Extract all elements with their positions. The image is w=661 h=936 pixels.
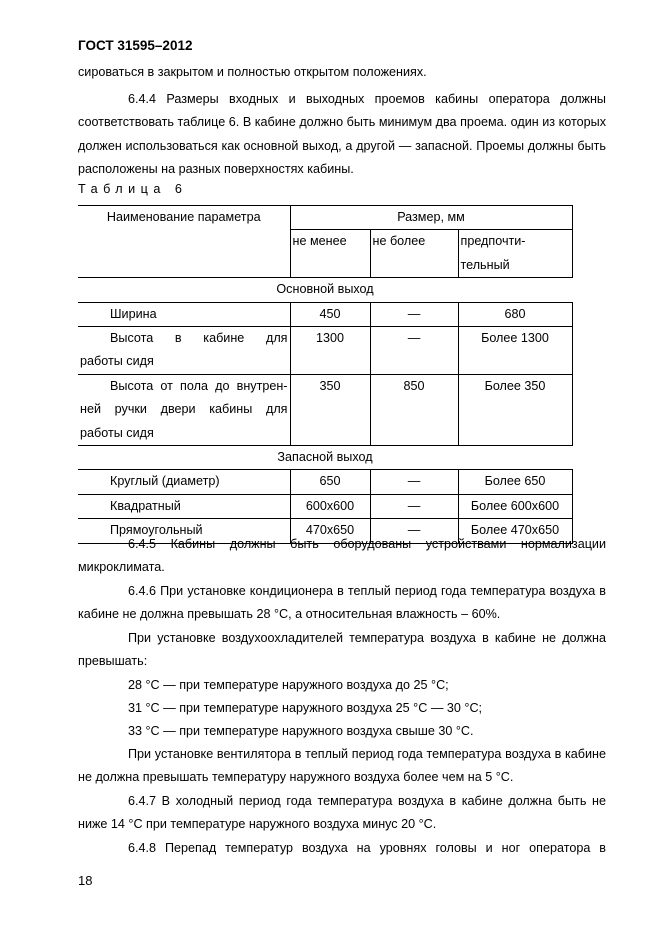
param-text: Ширина: [110, 306, 157, 321]
table-row: [78, 327, 572, 375]
param-cell: [78, 470, 290, 494]
param-cell: [78, 494, 290, 518]
column-header-min: не менее: [290, 230, 370, 278]
min-cell: 350: [290, 374, 370, 445]
max-cell: —: [370, 302, 458, 326]
param-text: Круглый (диаметр): [110, 474, 220, 489]
param-text: Квадратный: [110, 498, 181, 513]
min-cell: 600х600: [290, 494, 370, 518]
paragraph-air-coolers: При установке воздухоохладителей температура воздуха в кабине не должна превышать:: [78, 631, 606, 669]
param-cell: [78, 374, 290, 445]
max-cell: 850: [370, 374, 458, 445]
max-cell: —: [370, 470, 458, 494]
document-header: ГОСТ 31595–2012: [78, 38, 193, 53]
paragraph-6-4-6: 6.4.6 При установке кондиционера в теплый период года температура воздуха в кабине не должна превышать 28 °С, а относительная влажность – 60%.: [78, 584, 606, 622]
table-row: [78, 470, 572, 494]
max-cell: —: [370, 494, 458, 518]
param-cell: [78, 327, 290, 375]
column-header-max: не более: [370, 230, 458, 278]
paragraph-fan: При установке вентилятора в теплый период года температура воздуха в кабине не должна превышать температуру наружного воздуха более чем на 5 °С.: [78, 747, 606, 785]
min-cell: 470х650: [290, 519, 370, 543]
paragraph-6-4-4: 6.4.4 Размеры входных и выходных проемов кабины оператора должны соответствовать таблице 6. В кабине должно быть минимум два проема. один из которых должен использоваться как основной выход, а другой — запасной. Проемы должны быть расположены на разных поверхностях кабины.: [78, 92, 606, 177]
list-item-33: 33 °С — при температуре наружного воздуха свыше 30 °С.: [128, 724, 474, 738]
param-text: работы сидя: [80, 354, 154, 369]
page-number: 18: [78, 873, 93, 888]
pref-cell: Более 600х600: [458, 494, 572, 518]
section-title: Основной выход: [78, 278, 572, 302]
param-text: Высота от пола до внутрен-: [110, 378, 288, 393]
min-cell: 450: [290, 302, 370, 326]
table-header-row: [78, 206, 572, 230]
section-spare-exit: [78, 446, 572, 470]
paragraph-6-4-5: 6.4.5 Кабины должны быть оборудованы устройствами нормализации микроклимата.: [78, 537, 606, 575]
table-6: [78, 205, 573, 544]
pref-cell: Более 470х650: [458, 519, 572, 543]
table-caption: Таблица 6: [78, 182, 188, 196]
param-text: Высота в кабине для: [110, 331, 288, 346]
paragraph-6-4-8: 6.4.8 Перепад температур воздуха на уровнях головы и ног оператора в: [128, 841, 606, 855]
max-cell: —: [370, 519, 458, 543]
pref-cell: Более 1300: [458, 327, 572, 375]
param-text: Прямоугольный: [110, 523, 203, 538]
param-text: работы сидя: [80, 425, 154, 440]
paragraph-6-4-7: 6.4.7 В холодный период года температура воздуха в кабине должна быть не ниже 14 °С при температуре наружного воздуха минус 20 °С.: [78, 794, 606, 832]
column-header-preferred-line1: предпочти-: [460, 234, 526, 249]
table-row: [78, 374, 572, 445]
list-item-31: 31 °С — при температуре наружного воздуха 25 °С — 30 °С;: [128, 701, 483, 715]
max-cell: —: [370, 327, 458, 375]
paragraph-continuation: сироваться в закрытом и полностью открытом положениях.: [78, 65, 427, 79]
column-header-preferred-line2: тельный: [460, 257, 510, 272]
table-row: [78, 302, 572, 326]
pref-cell: 680: [458, 302, 572, 326]
table-row: [78, 494, 572, 518]
column-header-size: Размер, мм: [290, 206, 572, 230]
min-cell: 1300: [290, 327, 370, 375]
pref-cell: Более 650: [458, 470, 572, 494]
section-main-exit: [78, 278, 572, 302]
param-text: ней ручки двери кабины для: [80, 402, 288, 417]
section-title: Запасной выход: [78, 446, 572, 470]
pref-cell: Более 350: [458, 374, 572, 445]
list-item-28: 28 °С — при температуре наружного воздуха до 25 °С;: [128, 678, 449, 692]
column-header-preferred: [458, 230, 572, 278]
param-cell: [78, 302, 290, 326]
column-header-parameter: Наименование параметра: [78, 206, 290, 278]
min-cell: 650: [290, 470, 370, 494]
